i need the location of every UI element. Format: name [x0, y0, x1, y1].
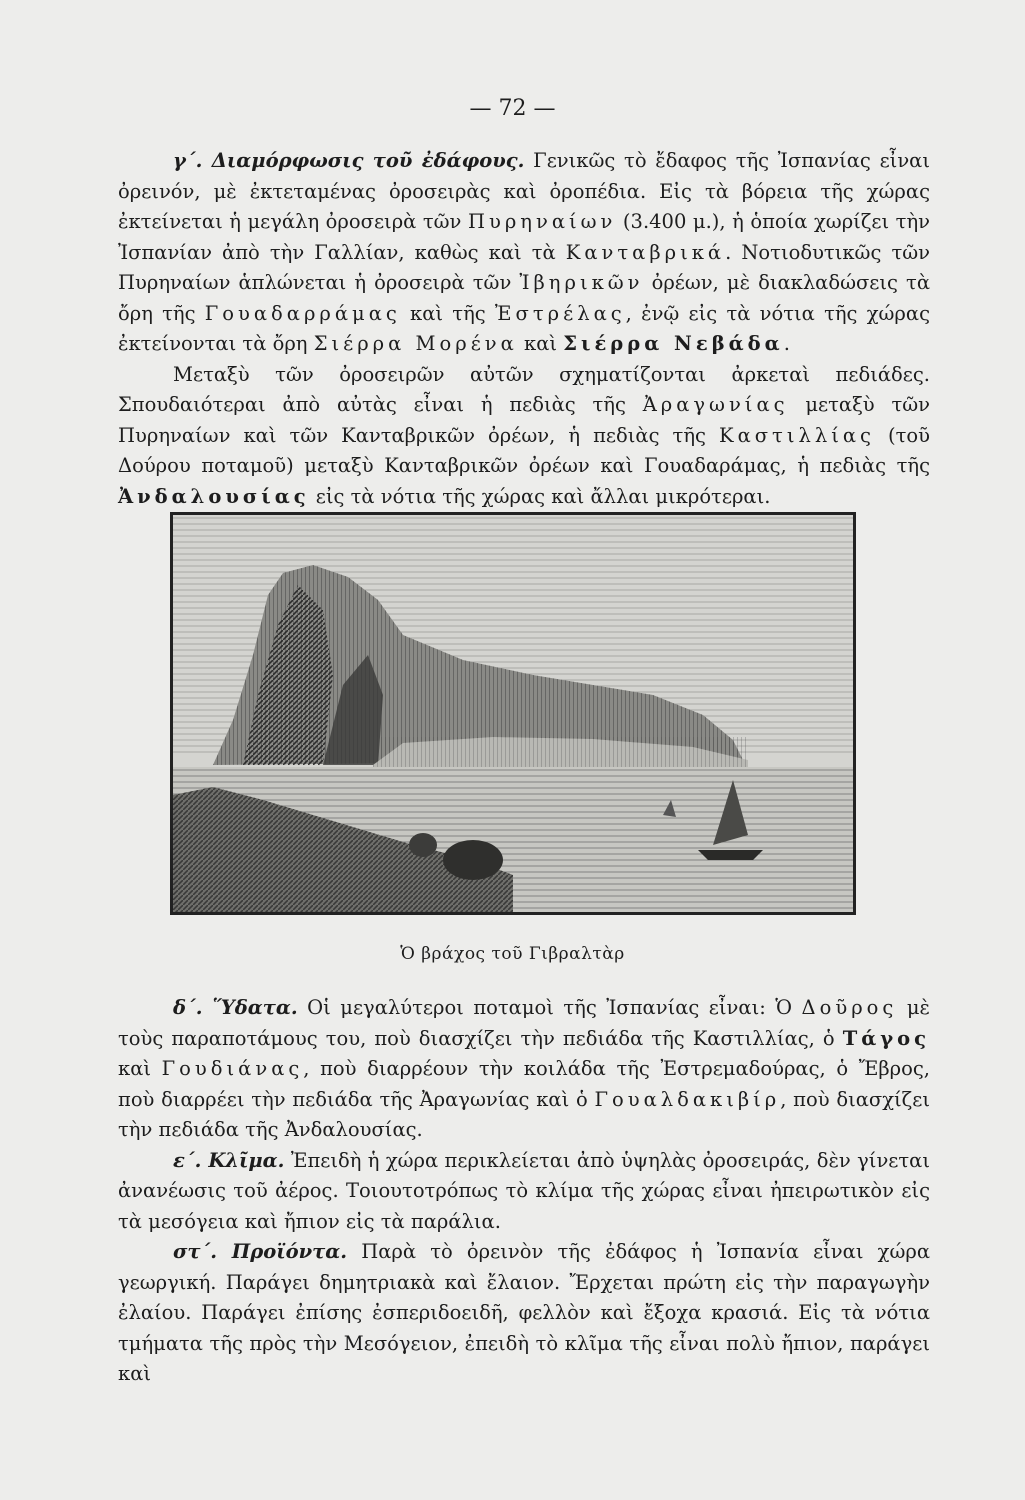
text-run: . Νοτιοδυτικῶς τῶν Πυρηναίων ἁπλώνεται ἡ ὀροσειρὰ τῶν: [118, 240, 931, 294]
term-andalusia: Ἀνδαλουσίας: [118, 484, 310, 508]
term-estrela: Ἐστρέλας: [494, 301, 626, 325]
term-tagus: Τάγος: [842, 1026, 930, 1050]
paragraph-waters: [118, 993, 930, 1146]
term-aragon: Ἀραγωνίας: [642, 393, 789, 416]
term-sierra-nevada: Σιέρρα Νεβάδα: [563, 332, 784, 355]
text-run: μεταξὺ τῶν Πυρηναίων καὶ τῶν Κανταβρικῶν ὀρέων, ἡ πεδιὰς τῆς: [118, 393, 930, 447]
paragraph-products: [118, 1237, 930, 1390]
text-run: .: [783, 332, 790, 355]
text-block-top: [118, 146, 930, 512]
text-run: καὶ: [517, 332, 564, 355]
figure-caption: Ὁ βράχος τοῦ Γιβραλτὰρ: [400, 944, 625, 964]
paragraph-plains: [118, 360, 930, 513]
term-iberian: Ἰβηρικῶν: [519, 271, 644, 294]
text-run: (3.400 μ.), ἡ ὁποία χωρίζει τὴν Ἰσπανίαν ἀπὸ τὴν Γαλλίαν, καθὼς καὶ τὰ: [118, 210, 930, 264]
engraving-illustration: [173, 515, 853, 912]
section-heading-waters: δ΄. Ὕδατα.: [173, 996, 298, 1019]
text-run: καὶ: [118, 1057, 162, 1080]
term-cantabrica: Κανταβρικά: [565, 240, 726, 264]
text-run: Οἱ μεγαλύτεροι ποταμοὶ τῆς Ἰσπανίας εἶναι: Ὁ: [297, 996, 802, 1019]
text-run: , ποὺ διασχίζει τὴν πεδιάδα τῆς Ἀνδαλουσίας.: [118, 1087, 930, 1141]
paragraph-relief: [118, 146, 930, 360]
gibraltar-engraving: [170, 512, 856, 915]
term-guadiana: Γουδιάνας: [161, 1057, 304, 1080]
text-run: μὲ τοὺς παραποτάμους του, ποὺ διασχίζει τὴν πεδιάδα τῆς Καστιλλίας, ὁ: [118, 996, 930, 1050]
text-run: εἰς τὰ νότια τῆς χώρας καὶ ἄλλαι μικρότεραι.: [309, 484, 771, 508]
text-run: , ἐνῷ εἰς τὰ νότια τῆς χώρας ἐκτείνονται τὰ ὄρη: [118, 301, 930, 355]
term-guadalquivir: Γουαλδακιβίρ: [594, 1087, 781, 1111]
term-castile: Καστιλλίας: [719, 423, 875, 447]
text-run: (τοῦ Δούρου ποταμοῦ) μεταξὺ Κανταβρικῶν ὀρέων καὶ Γουαδαράμας, ἡ πεδιὰς τῆς: [118, 423, 930, 477]
text-run: , ποὺ διαρρέουν τὴν κοιλάδα τῆς Ἐστρεμαδούρας, ὁ Ἔβρος, ποὺ διαρρέει τὴν πεδιάδα τῆς Ἀραγωνίας καὶ ὁ: [118, 1057, 931, 1111]
text-run: ὀρέων, μὲ διακλαδώσεις τὰ ὄρη τῆς: [118, 271, 930, 325]
term-sierra-morena: Σιέρρα Μορένα: [313, 332, 518, 355]
section-heading-products: στ΄. Προϊόντα.: [173, 1240, 348, 1263]
term-douro: Δοῦρος: [801, 996, 898, 1019]
text-run: Ἐπειδὴ ἡ χώρα περικλείεται ἀπὸ ὑψηλὰς ὀροσειράς, δὲν γίνεται ἀνανέωσις τοῦ ἀέρος. Τοιουτοτρόπως τὸ κλίμα τῆς χώρας εἶναι ἠπειρωτικὸν εἰς τὰ μεσόγεια καὶ ἤπιον εἰς τὰ παράλια.: [118, 1148, 930, 1233]
text-run: Μεταξὺ τῶν ὀροσειρῶν αὐτῶν σχηματίζονται ἀρκεταὶ πεδιάδες. Σπουδαιότεραι ἀπὸ αὐτὰς εἶναι ἡ πεδιὰς τῆς: [118, 362, 930, 416]
section-heading-relief: γ΄. Διαμόρφωσις τοῦ ἐδάφους.: [173, 149, 525, 172]
term-pyrenees: Πυρηναίων: [467, 210, 617, 233]
text-run: Γενικῶς τὸ ἔδαφος τῆς Ἰσπανίας εἶναι ὀρεινόν, μὲ ἐκτεταμένας ὀροσειρὰς καὶ ὀροπέδια. Εἰς τὰ βόρεια τῆς χώρας ἐκτείνεται ἡ μεγάλη ὀροσειρὰ τῶν: [118, 149, 930, 233]
paragraph-climate: [118, 1146, 930, 1238]
text-block-bottom: [118, 993, 930, 1390]
term-guadarrama: Γουαδαρράμας: [204, 301, 401, 325]
text-run: καὶ τῆς: [400, 301, 495, 325]
page-number: — 72 —: [469, 96, 556, 121]
section-heading-climate: ε΄. Κλῖμα.: [173, 1148, 285, 1172]
text-run: Παρὰ τὸ ὀρεινὸν τῆς ἐδάφος ἡ Ἰσπανία εἶναι χώρα γεωργική. Παράγει δημητριακὰ καὶ ἔλαιον. Ἔρχεται πρώτη εἰς τὴν παραγωγὴν ἐλαίου. Παράγει ἐπίσης ἐσπεριδοειδῆ, φελλὸν καὶ ἔξοχα κρασιά. Εἰς τὰ νότια τμήματα τῆς πρὸς τὴν Μεσόγειον, ἐπειδὴ τὸ κλῖμα τῆς εἶναι πολὺ ἤπιον, παράγει καὶ: [118, 1240, 930, 1385]
